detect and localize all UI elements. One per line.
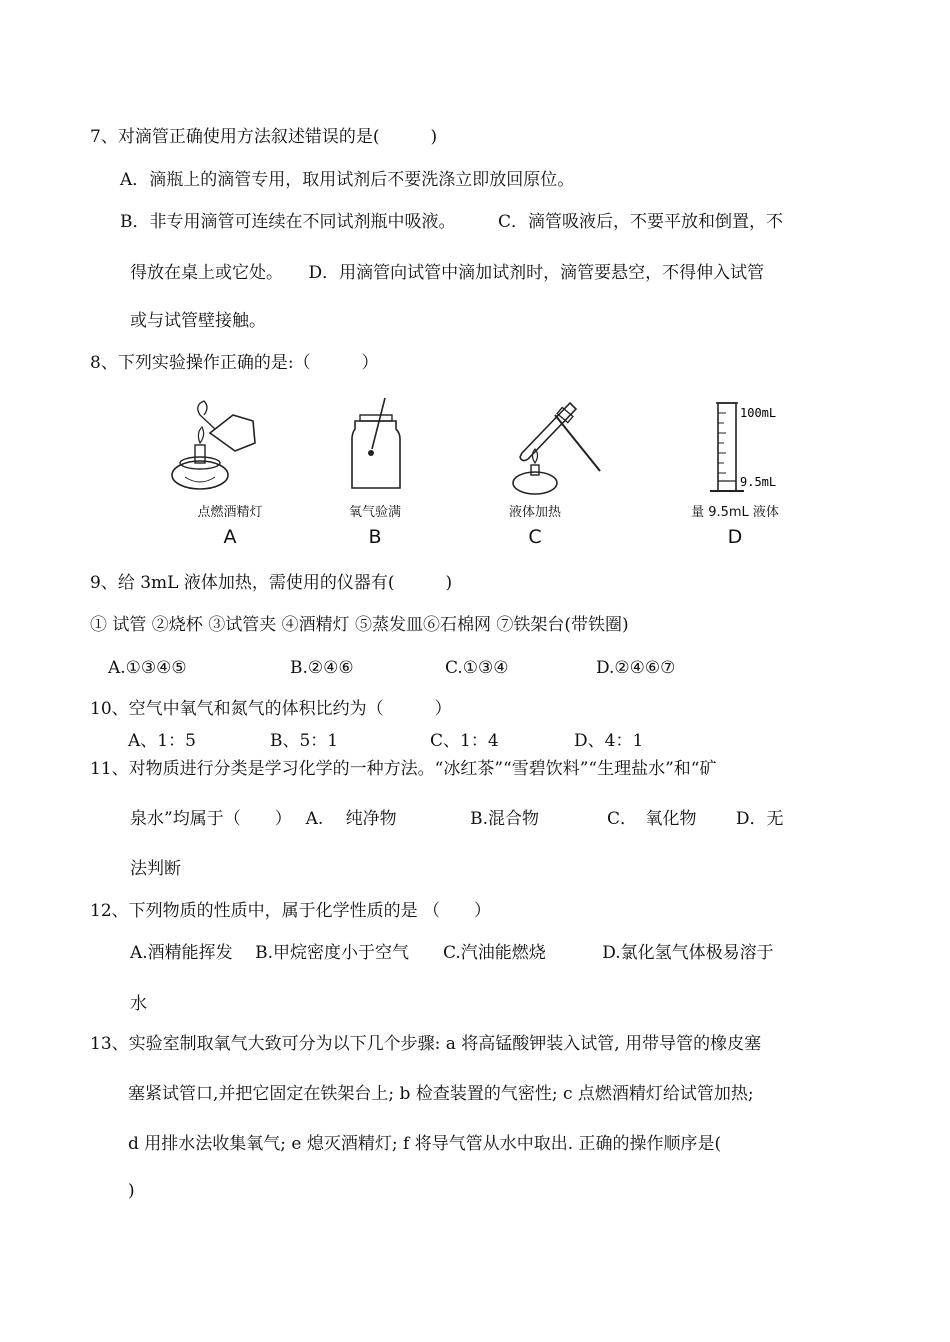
figure-b — [300, 393, 450, 558]
question-10-option-d: D、4：1 — [574, 731, 644, 751]
question-7-option-d-end: 或与试管壁接触。 — [130, 311, 266, 331]
figure-a-letter: A — [223, 526, 237, 548]
alcohol-lamp-lighting-icon — [155, 393, 305, 498]
question-13-line-3: d 用排水法收集氧气; e 熄灭酒精灯; f 将导气管从水中取出. 正确的操作顺序是( — [128, 1134, 722, 1154]
question-12-end: 水 — [130, 994, 147, 1014]
question-10-option-b: B、5：1 — [270, 731, 339, 751]
question-9-items: ① 试管 ②烧杯 ③试管夹 ④酒精灯 ⑤蒸发皿⑥石棉网 ⑦铁架台(带铁圈) — [90, 615, 629, 635]
question-8-stem: 8、下列实验操作正确的是:（ ） — [90, 353, 379, 373]
figure-c-letter: C — [528, 526, 542, 548]
question-9-option-b: B.②④⑥ — [290, 658, 354, 678]
figure-c — [460, 393, 610, 558]
question-11-line-1: 11、对物质进行分类是学习化学的一种方法。“冰红茶”“雪碧饮料”“生理盐水”和“矿 — [90, 759, 717, 779]
figure-d-caption: 量 9.5mL 液体 — [691, 505, 779, 520]
gas-bottle-icon — [300, 393, 450, 498]
question-13-line-4: ) — [128, 1181, 135, 1201]
question-8-figure — [155, 393, 785, 558]
question-11-line-3: 法判断 — [130, 859, 181, 879]
question-9-option-a: A.①③④⑤ — [108, 658, 187, 678]
question-7-options-b-c: B．非专用滴管可连续在不同试剂瓶中吸液。 C．滴管吸液后，不要平放和倒置，不 — [120, 212, 783, 232]
question-9-option-d: D.②④⑥⑦ — [596, 658, 676, 678]
cylinder-bottom-mark: 9.5mL — [740, 475, 777, 489]
question-7-option-a: A．滴瓶上的滴管专用，取用试剂后不要洗涤立即放回原位。 — [120, 170, 575, 190]
question-13-line-1: 13、实验室制取氧气大致可分为以下几个步骤: a 将高锰酸钾装入试管, 用带导管的橡皮塞 — [90, 1034, 762, 1054]
question-7-stem: 7、对滴管正确使用方法叙述错误的是( ) — [90, 127, 438, 147]
graduated-cylinder-icon — [660, 393, 810, 498]
figure-b-caption: 氧气验满 — [348, 505, 401, 520]
question-10-option-a: A、1：5 — [128, 731, 196, 751]
question-9-stem: 9、给 3mL 液体加热，需使用的仪器有( ) — [90, 573, 453, 593]
question-11-line-2: 泉水”均属于（ ） A. 纯净物 B.混合物 C． 氧化物 D．无 — [130, 809, 784, 829]
figure-a — [155, 393, 305, 558]
figure-b-letter: B — [368, 526, 382, 548]
question-10-option-c: C、1：4 — [430, 731, 499, 751]
question-10-stem: 10、空气中氧气和氮气的体积比约为（ ） — [90, 699, 452, 719]
question-9-option-c: C.①③④ — [445, 658, 509, 678]
question-7-options-c-d: 得放在桌上或它处。 D．用滴管向试管中滴加试剂时，滴管要悬空，不得伸入试管 — [130, 263, 765, 283]
cylinder-top-mark: 100mL — [740, 406, 777, 420]
figure-a-caption: 点燃酒精灯 — [197, 505, 263, 520]
question-12-options: A.酒精能挥发 B.甲烷密度小于空气 C.汽油能燃烧 D.氯化氢气体极易溶于 — [130, 943, 774, 963]
figure-d-letter: D — [727, 526, 743, 548]
figure-c-caption: 液体加热 — [508, 505, 561, 520]
question-13-line-2: 塞紧试管口,并把它固定在铁架台上; b 检查装置的气密性; c 点燃酒精灯给试管加热; — [128, 1084, 754, 1104]
question-12-stem: 12、下列物质的性质中，属于化学性质的是 （ ） — [90, 901, 492, 921]
test-tube-heating-icon — [460, 393, 610, 498]
figure-d — [660, 393, 810, 558]
